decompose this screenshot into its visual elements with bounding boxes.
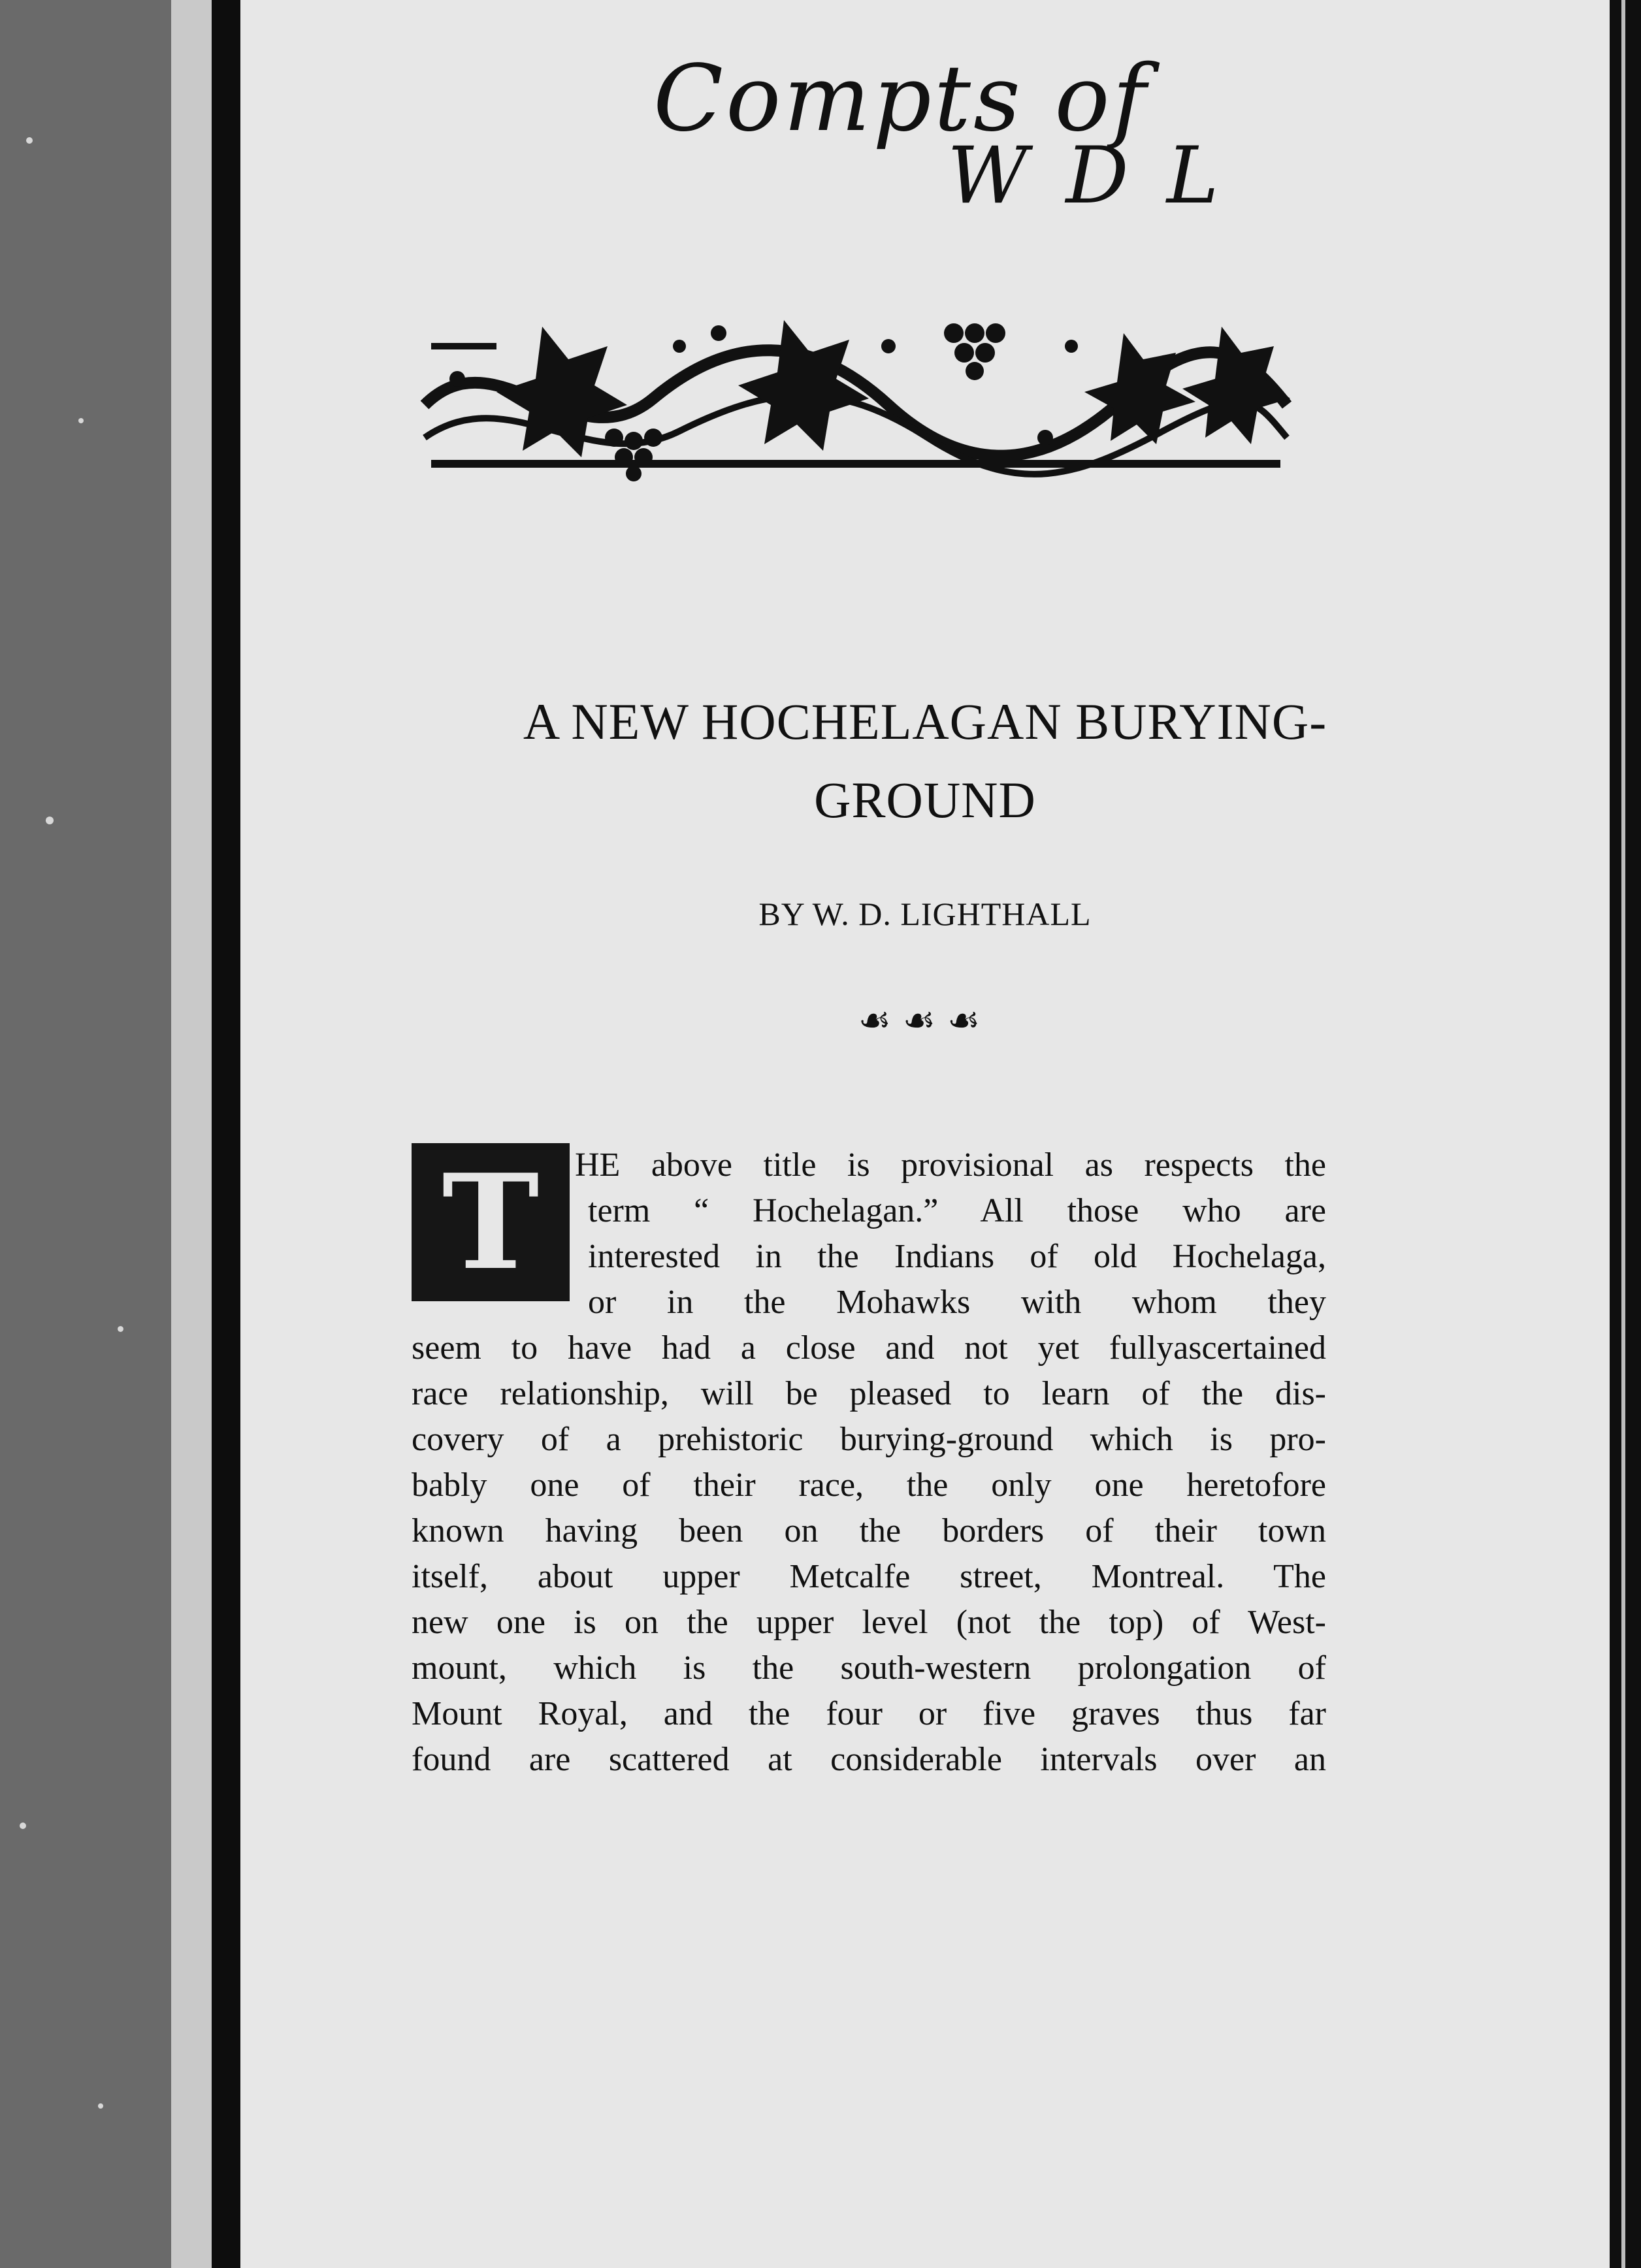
body-line-1: HE above title is provisional as respects the (575, 1146, 1326, 1184)
body-line-12: mount, which is the south-western prolongation of (412, 1649, 1326, 1687)
fleuron-ornaments: ☙☙☙ (858, 999, 992, 1042)
article-title-line-2: GROUND (814, 771, 1036, 828)
article-title-line-1: A NEW HOCHELAGAN BURYING- (523, 693, 1327, 750)
body-line-13: Mount Royal, and the four or five graves thus far (412, 1695, 1326, 1732)
book-cover-edge (0, 0, 171, 2268)
body-line-10: itself, about upper Metcalfe street, Montreal. The (412, 1558, 1326, 1595)
page-right-edge (1610, 0, 1641, 2268)
handwritten-inscription (653, 46, 1241, 221)
body-line-11: new one is on the upper level (not the top) of West- (412, 1604, 1326, 1641)
body-line-7: covery of a prehistoric burying-ground which is pro- (412, 1421, 1326, 1458)
body-line-14: found are scattered at considerable intervals over an (412, 1741, 1326, 1778)
body-line-9: known having been on the borders of their town (412, 1512, 1326, 1549)
body-line-3: interested in the Indians of old Hochelaga, (588, 1238, 1326, 1275)
body-line-2: term “ Hochelagan.” All those who are (588, 1192, 1326, 1229)
vine-ornament-headpiece (418, 307, 1293, 483)
page-gutter-strip (171, 0, 212, 2268)
body-line-4: or in the Mohawks with whom they (588, 1284, 1326, 1321)
drop-cap-letter: T (442, 1145, 540, 1299)
binding-shadow (212, 0, 240, 2268)
body-line-8: bably one of their race, the only one heretofore (412, 1466, 1326, 1504)
body-line-5: seem to have had a close and not yet fullyascertained (412, 1329, 1326, 1367)
handwritten-line-2: W D L (947, 131, 1226, 221)
author-byline: BY W. D. LIGHTHALL (758, 896, 1092, 932)
body-line-6: race relationship, will be pleased to learn of the dis- (412, 1375, 1326, 1412)
decorative-drop-cap (412, 1143, 570, 1301)
handwritten-line-1: Compts of (653, 46, 1149, 152)
